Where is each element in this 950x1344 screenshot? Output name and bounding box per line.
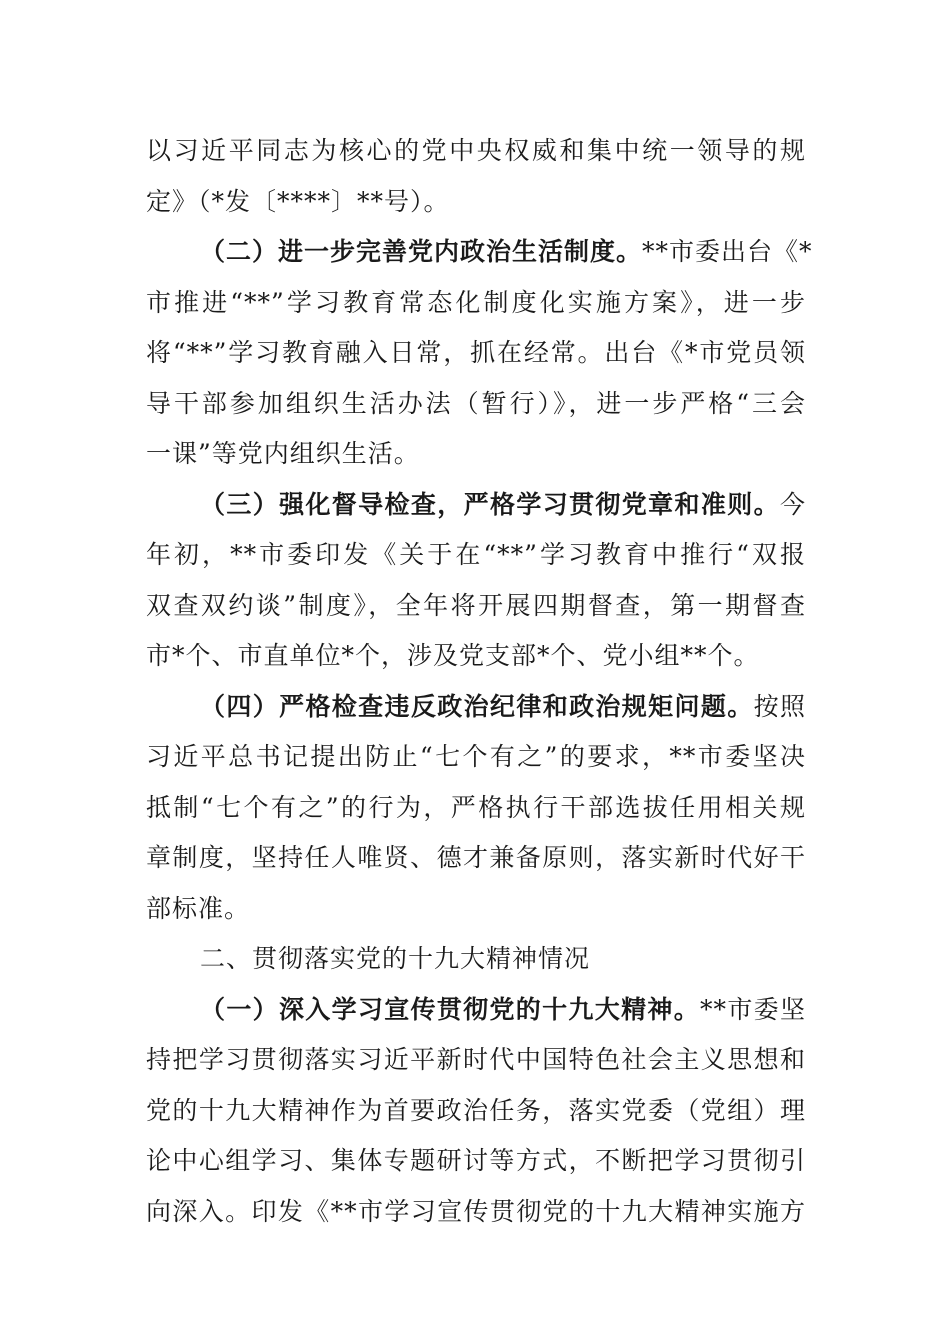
text-line: 向深入。印发《**市学习宣传贯彻党的十九大精神实施方: [146, 1196, 806, 1226]
text-line: 双查双约谈”制度》，全年将开展四期督查，第一期督查: [146, 590, 806, 620]
paragraph-first-line: [146, 480, 806, 531]
text-line: 市推进“**”学习教育常态化制度化实施方案》，进一步: [146, 287, 806, 317]
paragraph-text: **市委坚: [700, 994, 806, 1024]
text-line: 一课”等党内组织生活。: [146, 439, 420, 468]
text-line: 导干部参加组织生活办法（暂行）》，进一步严格“三会: [146, 388, 806, 418]
paragraph-first-line: [146, 227, 813, 278]
text-line: 章制度，坚持任人唯贤、德才兼备原则，落实新时代好干: [146, 843, 806, 872]
paragraph-heading: （三）强化督导检查，严格学习贯彻党章和准则。: [200, 489, 780, 519]
paragraph-heading: （一）深入学习宣传贯彻党的十九大精神。: [200, 994, 701, 1024]
paragraph-first-line: [146, 682, 806, 733]
paragraph-heading: （四）严格检查违反政治纪律和政治规矩问题。: [200, 691, 754, 721]
document-body: [146, 126, 813, 1237]
paragraph-text: **市委出台《*: [642, 237, 813, 266]
text-line: 抵制“七个有之”的行为，严格执行干部选拔任用相关规: [146, 792, 806, 822]
text-line: 将“**”学习教育融入日常，抓在经常。出台《*市党员领: [146, 338, 806, 367]
text-line: 持把学习贯彻落实习近平新时代中国特色社会主义思想和: [146, 1045, 806, 1074]
paragraph-heading: （二）进一步完善党内政治生活制度。: [200, 237, 643, 266]
paragraph-text: 今: [779, 489, 806, 519]
text-line: 定》（*发〔****〕**号）。: [146, 186, 450, 216]
text-line: 年初，**市委印发《关于在“**”学习教育中推行“双报: [146, 540, 806, 569]
text-line: 市*个、市直单位*个，涉及党支部*个、党小组**个。: [146, 641, 760, 670]
text-line: 习近平总书记提出防止“七个有之”的要求，**市委坚决: [146, 742, 806, 771]
text-line: 党的十九大精神作为首要政治任务，落实党委（党组）理: [146, 1095, 806, 1125]
section-heading: 二、贯彻落实党的十九大精神情况: [200, 944, 591, 973]
paragraph-first-line: [146, 985, 806, 1036]
text-line: 论中心组学习、集体专题研讨等方式，不断把学习贯彻引: [146, 1146, 806, 1175]
text-line: 部标准。: [146, 893, 251, 923]
paragraph-text: 按照: [753, 691, 806, 721]
text-line: 以习近平同志为核心的党中央权威和集中统一领导的规: [146, 136, 806, 165]
